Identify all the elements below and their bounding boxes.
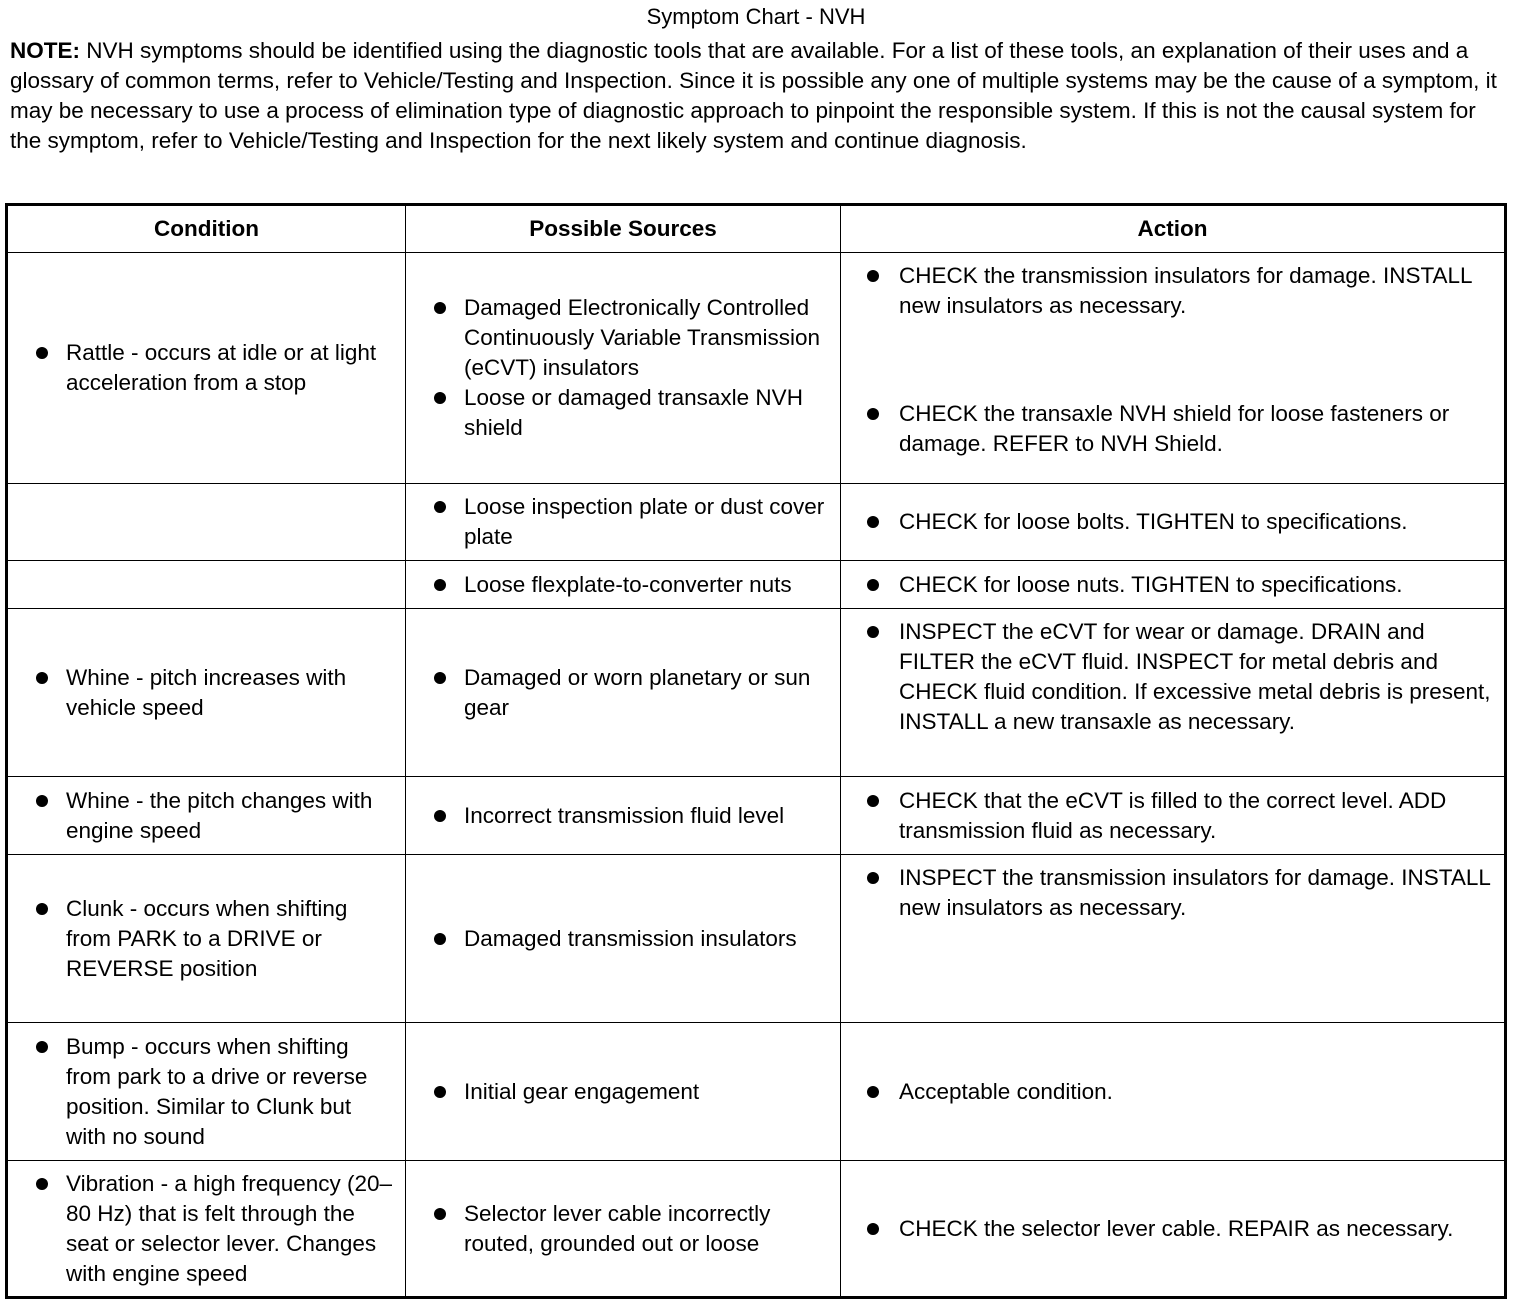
sources-cell [406, 253, 841, 484]
list-item: Damaged transmission insulators [406, 924, 832, 954]
list-item: Rattle - occurs at idle or at light acceleration from a stop [8, 338, 397, 398]
list-item: CHECK the transaxle NVH shield for loose fasteners or damage. REFER to NVH Shield. [841, 399, 1504, 459]
table-row [7, 561, 1506, 609]
condition-cell [7, 777, 406, 855]
table-row [7, 1161, 1506, 1298]
action-cell [841, 561, 1506, 609]
list-item: Clunk - occurs when shifting from PARK to a DRIVE or REVERSE position [8, 894, 397, 984]
list-item: Loose flexplate-to-converter nuts [406, 570, 832, 600]
condition-cell [7, 484, 406, 561]
note-text: NVH symptoms should be identified using the diagnostic tools that are available. For a list of these tools, an explanation of their uses and a glossary of common terms, refer to Vehicle/Testing and Inspection. Since it is possible any one of multiple systems may be the cause of a symptom, it may be necessary to use a process of elimination type of diagnostic approach to pinpoint the responsible system. If this is not the causal system for the symptom, refer to Vehicle/Testing and Inspection for the next likely system and continue diagnosis. [10, 38, 1497, 153]
table-row [7, 777, 1506, 855]
list-item: Damaged or worn planetary or sun gear [406, 663, 832, 723]
list-item: Initial gear engagement [406, 1077, 832, 1107]
list-item: Whine - the pitch changes with engine speed [8, 786, 397, 846]
table-row [7, 1023, 1506, 1161]
list-item: Loose or damaged transaxle NVH shield [406, 383, 832, 443]
sources-cell [406, 1161, 841, 1298]
list-item: Incorrect transmission fluid level [406, 801, 832, 831]
action-cell [841, 253, 1506, 484]
action-cell [841, 1023, 1506, 1161]
list-item: Bump - occurs when shifting from park to a drive or reverse position. Similar to Clunk but with no sound [8, 1032, 397, 1152]
sources-cell [406, 1023, 841, 1161]
list-item: Loose inspection plate or dust cover plate [406, 492, 832, 552]
sources-cell [406, 561, 841, 609]
sources-cell [406, 855, 841, 1023]
list-item: Acceptable condition. [841, 1077, 1496, 1107]
header-condition: Condition [7, 205, 406, 253]
table-header-row [7, 205, 1506, 253]
note-paragraph [10, 36, 1510, 156]
table-row [7, 609, 1506, 777]
list-item: INSPECT the transmission insulators for damage. INSTALL new insulators as necessary. [841, 863, 1496, 923]
action-cell [841, 777, 1506, 855]
condition-cell [7, 609, 406, 777]
list-item: Selector lever cable incorrectly routed, grounded out or loose [406, 1199, 832, 1259]
list-item: INSPECT the eCVT for wear or damage. DRAIN and FILTER the eCVT fluid. INSPECT for metal debris and CHECK fluid condition. If excessive metal debris is present, INSTALL a new transaxle as necessary. [841, 617, 1496, 737]
action-cell [841, 855, 1506, 1023]
action-cell [841, 609, 1506, 777]
header-possible-sources: Possible Sources [406, 205, 841, 253]
condition-cell [7, 253, 406, 484]
list-item: CHECK the transmission insulators for damage. INSTALL new insulators as necessary. [841, 261, 1504, 321]
condition-cell [7, 561, 406, 609]
condition-cell [7, 1161, 406, 1298]
table-row [7, 253, 1506, 484]
list-item: Vibration - a high frequency (20–80 Hz) that is felt through the seat or selector lever. Changes with engine speed [8, 1169, 397, 1289]
list-item: CHECK that the eCVT is filled to the correct level. ADD transmission fluid as necessary. [841, 786, 1496, 846]
action-cell [841, 1161, 1506, 1298]
table-row [7, 484, 1506, 561]
sources-cell [406, 609, 841, 777]
list-item: CHECK for loose nuts. TIGHTEN to specifications. [841, 570, 1496, 600]
note-label: NOTE: [10, 38, 80, 63]
page-title: Symptom Chart - NVH [646, 4, 866, 29]
list-item: Damaged Electronically Controlled Continuously Variable Transmission (eCVT) insulators [406, 293, 832, 383]
symptom-table [5, 203, 1507, 1299]
sources-cell [406, 777, 841, 855]
action-cell [841, 484, 1506, 561]
list-item: CHECK for loose bolts. TIGHTEN to specifications. [841, 507, 1496, 537]
header-action: Action [841, 205, 1506, 253]
sources-cell [406, 484, 841, 561]
condition-cell [7, 1023, 406, 1161]
list-item: CHECK the selector lever cable. REPAIR as necessary. [841, 1214, 1496, 1244]
table-row [7, 855, 1506, 1023]
condition-cell [7, 855, 406, 1023]
list-item: Whine - pitch increases with vehicle speed [8, 663, 397, 723]
